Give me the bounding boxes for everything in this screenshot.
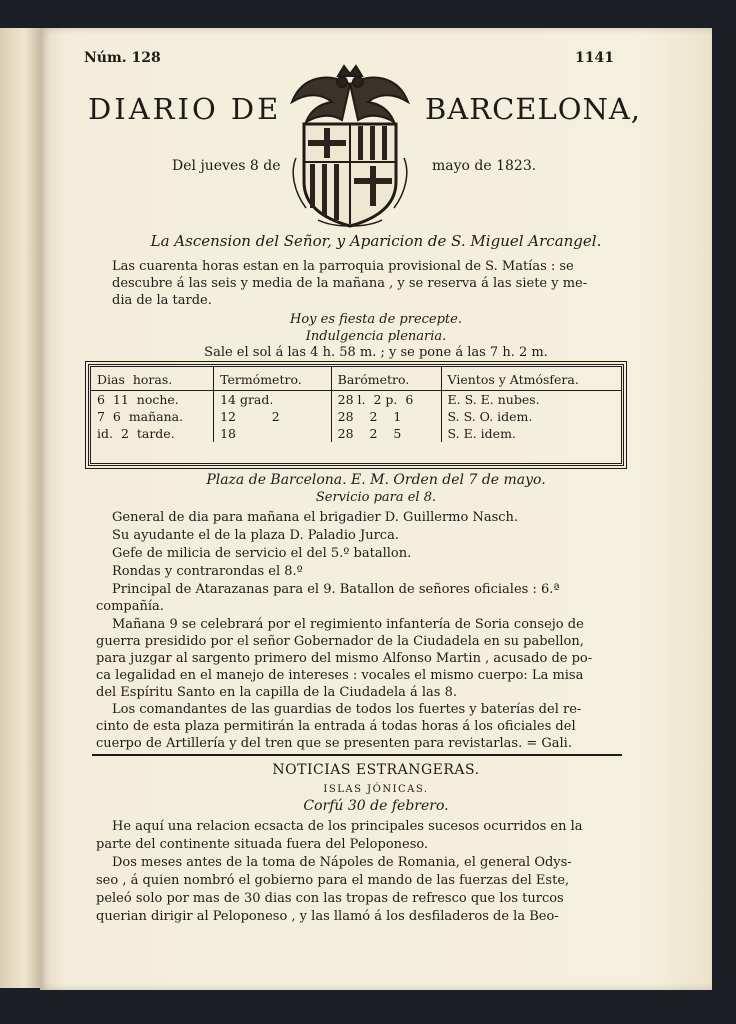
- sunrise-sunset: Sale el sol á las 4 h. 58 m. ; y se pone á las 7 h. 2 m.: [204, 345, 548, 360]
- issue-number: Núm. 128: [84, 50, 161, 66]
- issue-date-left: Del jueves 8 de: [172, 158, 281, 174]
- plaza-line: Los comandantes de las guardias de todos los fuertes y baterías del re-: [112, 702, 582, 717]
- feast-line: dia de la tarde.: [112, 293, 212, 308]
- weather-wind: S. E. idem.: [441, 425, 621, 442]
- col-header-wind: Vientos y Atmósfera.: [441, 367, 621, 391]
- weather-wind: S. S. O. idem.: [441, 408, 621, 425]
- plaza-line: cuerpo de Artillería y del tren que se presenten para revistarlas. = Gali.: [96, 736, 572, 751]
- weather-time: 7 6 mañana.: [97, 409, 184, 424]
- weather-barometer: 28 2 5: [331, 425, 441, 442]
- col-header-thermometer: Termómetro.: [214, 367, 332, 391]
- weather-time: 6 11 noche.: [97, 392, 179, 407]
- weather-table: [88, 364, 624, 466]
- coat-of-arms-icon: [288, 62, 412, 228]
- masthead-title-left: DIARIO DE: [88, 92, 282, 126]
- plaza-line: Gefe de milicia de servicio el del 5.º batallon.: [112, 546, 412, 561]
- masthead-title-right: BARCELONA,: [425, 92, 642, 126]
- news-line: querian dirigir al Peloponeso , y las llamó á los desfiladeros de la Beo-: [96, 909, 559, 924]
- weather-time: id. 2 tarde.: [97, 426, 175, 441]
- col-header-days: Dias horas.: [91, 367, 214, 391]
- plaza-line: ca legalidad en el manejo de intereses : vocales el mismo cuerpo: La misa: [96, 668, 584, 683]
- weather-thermometer: 14 grad.: [214, 391, 332, 409]
- plaza-title: Plaza de Barcelona. E. M. Orden del 7 de mayo.: [206, 472, 546, 488]
- newspaper-page: [40, 28, 712, 990]
- news-region: ISLAS JÓNICAS.: [323, 784, 429, 795]
- news-line: seo , á quien nombró el gobierno para el mando de las fuerzas del Este,: [96, 873, 570, 888]
- plaza-line: cinto de esta plaza permitirán la entrada á todas horas á los oficiales del: [96, 719, 576, 734]
- facing-page-edge: [0, 28, 41, 988]
- issue-date-right: mayo de 1823.: [432, 158, 537, 174]
- plaza-line: Mañana 9 se celebrará por el regimiento infantería de Soria consejo de: [112, 617, 584, 632]
- section-divider: [92, 754, 622, 756]
- feast-line: Las cuarenta horas estan en la parroquia provisional de S. Matías : se: [112, 259, 574, 274]
- plaza-line: del Espíritu Santo en la capilla de la Ciudadela á las 8.: [96, 685, 457, 700]
- weather-thermometer: 12 2: [214, 408, 332, 425]
- plaza-line: Principal de Atarazanas para el 9. Batallon de señores oficiales : 6.ª: [112, 582, 560, 597]
- plaza-line: Rondas y contrarondas el 8.º: [112, 564, 303, 579]
- plaza-line: Su ayudante el de la plaza D. Paladio Jurca.: [112, 528, 399, 543]
- col-header-barometer: Barómetro.: [331, 367, 441, 391]
- news-line: He aquí una relacion ecsacta de los principales sucesos ocurridos en la: [112, 819, 583, 834]
- page-number: 1141: [575, 50, 614, 66]
- weather-row: [91, 391, 621, 409]
- news-line: peleó solo por mas de 30 dias con las tropas de refresco que los turcos: [96, 891, 564, 906]
- weather-barometer: 28 l. 2 p. 6: [331, 391, 441, 409]
- news-line: parte del continente situada fuera del Peloponeso.: [96, 837, 429, 852]
- plaza-line: para juzgar al sargento primero del mismo Alfonso Martin , acusado de po-: [96, 651, 593, 666]
- news-line: Dos meses antes de la toma de Nápoles de Romania, el general Odys-: [112, 855, 572, 870]
- weather-header-row: [91, 367, 621, 391]
- weather-barometer: 28 2 1: [331, 408, 441, 425]
- weather-thermometer: 18: [214, 425, 332, 442]
- plaza-service: Servicio para el 8.: [315, 490, 437, 505]
- weather-row: [91, 408, 621, 425]
- news-dateline: Corfú 30 de febrero.: [303, 798, 449, 814]
- weather-row: [91, 425, 621, 442]
- plaza-line: guerra presidido por el señor Gobernador de la Ciudadela en su pabellon,: [96, 634, 584, 649]
- plaza-line: General de dia para mañana el brigadier D. Guillermo Nasch.: [112, 510, 519, 525]
- precept-notice: Hoy es fiesta de precepte.: [289, 312, 462, 327]
- plaza-line: compañía.: [96, 599, 164, 614]
- weather-wind: E. S. E. nubes.: [441, 391, 621, 409]
- indulgence-notice: Indulgencia plenaria.: [305, 329, 447, 344]
- feast-line: descubre á las seis y media de la mañana , y se reserva á las siete y me-: [112, 276, 588, 291]
- news-section-title: NOTICIAS ESTRANGERAS.: [272, 762, 480, 778]
- feast-title: La Ascension del Señor, y Aparicion de S. Miguel Arcangel.: [150, 232, 602, 250]
